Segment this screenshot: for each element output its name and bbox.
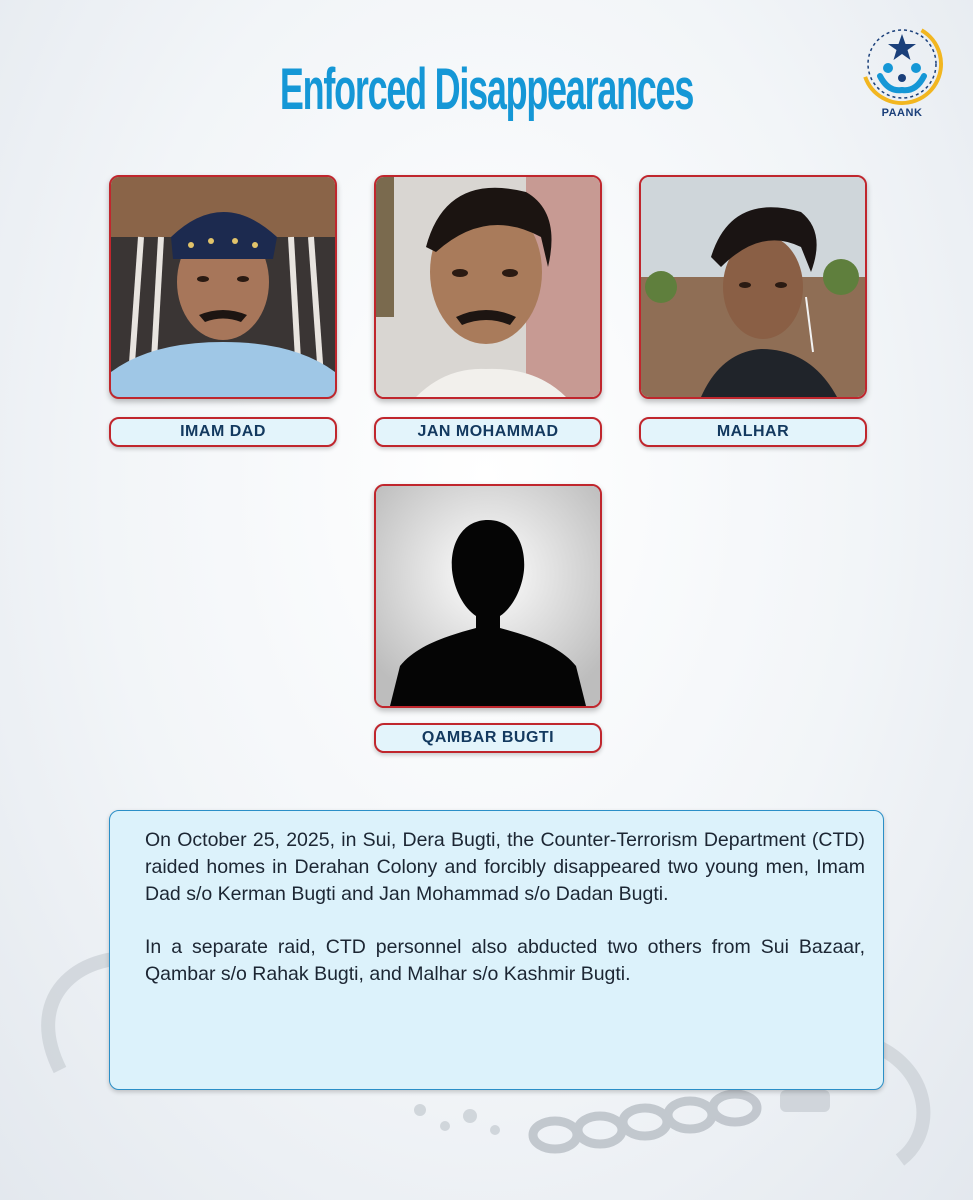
poster-title: Enforced Disappearances — [279, 57, 694, 122]
paank-logo — [858, 20, 946, 128]
name-label-qambar-bugti: QAMBAR BUGTI — [374, 723, 602, 753]
portrait-image — [111, 177, 335, 397]
photo-jan-mohammad — [374, 175, 602, 399]
photo-qambar-bugti — [374, 484, 602, 708]
name-label-jan-mohammad: JAN MOHAMMAD — [374, 417, 602, 447]
report-text-box — [109, 810, 884, 1090]
name-label-malhar: MALHAR — [639, 417, 867, 447]
person-silhouette-icon — [376, 486, 600, 706]
report-paragraph-1: On October 25, 2025, in Sui, Dera Bugti, the Counter-Terrorism Department (CTD) raided homes in Derahan Colony and forcibly disappeared two young men, Imam Dad s/o Kerman Bugti and Jan Mohammad s/o Dadan Bugti. — [145, 829, 865, 905]
portrait-image — [376, 177, 600, 397]
logo-name: PAANK — [881, 107, 923, 119]
report-paragraph-2: In a separate raid, CTD personnel also abducted two others from Sui Bazaar, Qambar s/o Rahak Bugti, and Malhar s/o Kashmir Bugti. — [145, 936, 865, 985]
photo-malhar — [639, 175, 867, 399]
paank-emblem-icon — [858, 20, 946, 110]
photo-imam-dad — [109, 175, 337, 399]
name-label-imam-dad: IMAM DAD — [109, 417, 337, 447]
portrait-image — [641, 177, 865, 397]
